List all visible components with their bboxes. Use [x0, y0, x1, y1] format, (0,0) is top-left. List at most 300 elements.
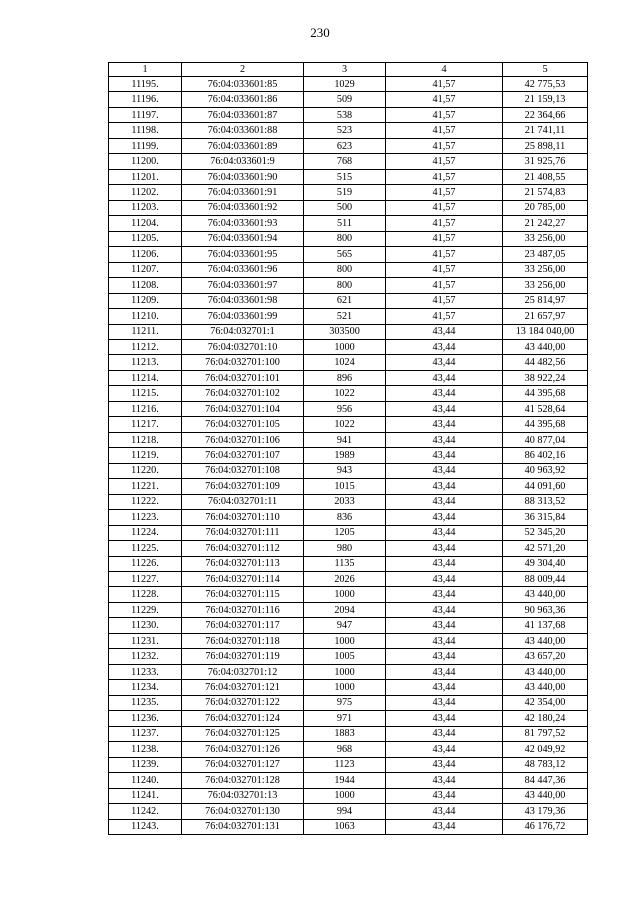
table-cell: 90 963,36	[503, 602, 588, 617]
table-cell: 41,57	[386, 293, 503, 308]
table-cell: 76:04:033601:99	[182, 309, 304, 324]
table-row	[109, 216, 588, 231]
table-cell: 43,44	[386, 324, 503, 339]
table-cell: 76:04:032701:127	[182, 757, 304, 772]
table-cell: 86 402,16	[503, 448, 588, 463]
table-cell: 41 137,68	[503, 618, 588, 633]
table-cell: 11235.	[109, 695, 182, 710]
table-cell: 76:04:032701:101	[182, 370, 304, 385]
table-cell: 11230.	[109, 618, 182, 633]
table-row	[109, 92, 588, 107]
table-cell: 11236.	[109, 711, 182, 726]
table-cell: 44 395,68	[503, 417, 588, 432]
table-cell: 43,44	[386, 649, 503, 664]
table-cell: 768	[304, 154, 386, 169]
table-cell: 11227.	[109, 572, 182, 587]
table-cell: 896	[304, 370, 386, 385]
table-cell: 11243.	[109, 819, 182, 834]
cadastral-table	[108, 62, 588, 835]
table-cell: 40 877,04	[503, 432, 588, 447]
table-cell: 511	[304, 216, 386, 231]
table-row	[109, 757, 588, 772]
table-cell: 76:04:032701:107	[182, 448, 304, 463]
table-cell: 41,57	[386, 169, 503, 184]
table-cell: 2094	[304, 602, 386, 617]
table-cell: 43,44	[386, 339, 503, 354]
table-row	[109, 726, 588, 741]
table-cell: 76:04:032701:11	[182, 494, 304, 509]
table-cell: 565	[304, 247, 386, 262]
table-cell: 43,44	[386, 742, 503, 757]
table-cell: 76:04:032701:105	[182, 417, 304, 432]
table-row	[109, 649, 588, 664]
table-cell: 11239.	[109, 757, 182, 772]
table-cell: 971	[304, 711, 386, 726]
table-cell: 956	[304, 401, 386, 416]
table-cell: 43,44	[386, 680, 503, 695]
table-cell: 76:04:032701:115	[182, 587, 304, 602]
header-cell: 4	[386, 63, 503, 77]
table-cell: 11224.	[109, 525, 182, 540]
table-cell: 33 256,00	[503, 262, 588, 277]
table-cell: 41 528,64	[503, 401, 588, 416]
table-cell: 11237.	[109, 726, 182, 741]
table-cell: 11204.	[109, 216, 182, 231]
table-cell: 11207.	[109, 262, 182, 277]
table-cell: 11221.	[109, 479, 182, 494]
table-cell: 76:04:032701:126	[182, 742, 304, 757]
table-cell: 33 256,00	[503, 231, 588, 246]
table-cell: 84 447,36	[503, 773, 588, 788]
table-cell: 41,57	[386, 154, 503, 169]
table-cell: 11213.	[109, 355, 182, 370]
table-cell: 11200.	[109, 154, 182, 169]
table-cell: 11214.	[109, 370, 182, 385]
table-cell: 31 925,76	[503, 154, 588, 169]
table-cell: 76:04:033601:93	[182, 216, 304, 231]
table-row	[109, 773, 588, 788]
table-cell: 1989	[304, 448, 386, 463]
table-cell: 46 176,72	[503, 819, 588, 834]
table-cell: 11196.	[109, 92, 182, 107]
table-cell: 11202.	[109, 185, 182, 200]
table-cell: 43,44	[386, 695, 503, 710]
table-cell: 800	[304, 278, 386, 293]
table-cell: 509	[304, 92, 386, 107]
table-cell: 41,57	[386, 262, 503, 277]
table-cell: 43,44	[386, 525, 503, 540]
table-cell: 42 571,20	[503, 541, 588, 556]
table-cell: 1135	[304, 556, 386, 571]
table-cell: 1000	[304, 633, 386, 648]
table-cell: 43,44	[386, 664, 503, 679]
table-cell: 42 354,00	[503, 695, 588, 710]
table-cell: 21 657,97	[503, 309, 588, 324]
table-cell: 43,44	[386, 757, 503, 772]
table-cell: 41,57	[386, 216, 503, 231]
table-cell: 947	[304, 618, 386, 633]
table-cell: 76:04:033601:86	[182, 92, 304, 107]
table-header-row	[109, 63, 588, 77]
table-row	[109, 107, 588, 122]
table-row	[109, 386, 588, 401]
table-cell: 1123	[304, 757, 386, 772]
table-row	[109, 587, 588, 602]
table-row	[109, 742, 588, 757]
table-cell: 11219.	[109, 448, 182, 463]
table-row	[109, 309, 588, 324]
table-cell: 43,44	[386, 448, 503, 463]
table-cell: 43 440,00	[503, 680, 588, 695]
table-cell: 11210.	[109, 309, 182, 324]
table-cell: 1000	[304, 339, 386, 354]
table-row	[109, 664, 588, 679]
table-cell: 44 091,60	[503, 479, 588, 494]
table-cell: 76:04:033601:90	[182, 169, 304, 184]
table-cell: 52 345,20	[503, 525, 588, 540]
table-cell: 11201.	[109, 169, 182, 184]
table-cell: 1000	[304, 587, 386, 602]
table-cell: 88 313,52	[503, 494, 588, 509]
table-cell: 1029	[304, 77, 386, 92]
table-cell: 25 898,11	[503, 138, 588, 153]
table-cell: 21 741,11	[503, 123, 588, 138]
table-cell: 1000	[304, 680, 386, 695]
table-cell: 43,44	[386, 386, 503, 401]
table-cell: 43,44	[386, 510, 503, 525]
table-cell: 11238.	[109, 742, 182, 757]
table-cell: 43,44	[386, 587, 503, 602]
table-cell: 76:04:032701:130	[182, 804, 304, 819]
table-row	[109, 370, 588, 385]
table-cell: 44 395,68	[503, 386, 588, 401]
table-row	[109, 339, 588, 354]
table-row	[109, 138, 588, 153]
table-cell: 42 049,92	[503, 742, 588, 757]
table-cell: 43 440,00	[503, 587, 588, 602]
table-row	[109, 185, 588, 200]
table-cell: 11215.	[109, 386, 182, 401]
table-cell: 76:04:033601:9	[182, 154, 304, 169]
table-cell: 11232.	[109, 649, 182, 664]
table-cell: 941	[304, 432, 386, 447]
table-cell: 21 242,27	[503, 216, 588, 231]
table-cell: 25 814,97	[503, 293, 588, 308]
table-cell: 11225.	[109, 541, 182, 556]
table-cell: 41,57	[386, 92, 503, 107]
table-cell: 76:04:032701:122	[182, 695, 304, 710]
table-cell: 11231.	[109, 633, 182, 648]
table-cell: 303500	[304, 324, 386, 339]
table-cell: 11223.	[109, 510, 182, 525]
table-cell: 43,44	[386, 788, 503, 803]
table-cell: 11220.	[109, 463, 182, 478]
table-cell: 42 180,24	[503, 711, 588, 726]
table-cell: 43,44	[386, 572, 503, 587]
table-cell: 11205.	[109, 231, 182, 246]
table-cell: 2026	[304, 572, 386, 587]
table-cell: 519	[304, 185, 386, 200]
table-cell: 76:04:032701:118	[182, 633, 304, 648]
table-cell: 40 963,92	[503, 463, 588, 478]
table-cell: 11199.	[109, 138, 182, 153]
table-cell: 13 184 040,00	[503, 324, 588, 339]
table-cell: 11212.	[109, 339, 182, 354]
table-cell: 11229.	[109, 602, 182, 617]
table-row	[109, 479, 588, 494]
header-cell: 5	[503, 63, 588, 77]
table-cell: 41,57	[386, 278, 503, 293]
table-cell: 76:04:032701:128	[182, 773, 304, 788]
table-cell: 1000	[304, 664, 386, 679]
table-cell: 76:04:033601:95	[182, 247, 304, 262]
table-row	[109, 804, 588, 819]
table-cell: 43,44	[386, 401, 503, 416]
header-cell: 3	[304, 63, 386, 77]
table-row	[109, 262, 588, 277]
table-cell: 76:04:032701:1	[182, 324, 304, 339]
table-row	[109, 788, 588, 803]
table-cell: 76:04:032701:10	[182, 339, 304, 354]
table-cell: 76:04:032701:102	[182, 386, 304, 401]
table-cell: 800	[304, 262, 386, 277]
table-cell: 975	[304, 695, 386, 710]
table-cell: 994	[304, 804, 386, 819]
table-cell: 1000	[304, 788, 386, 803]
table-cell: 41,57	[386, 247, 503, 262]
table-cell: 76:04:032701:112	[182, 541, 304, 556]
table-cell: 11198.	[109, 123, 182, 138]
table-cell: 43,44	[386, 726, 503, 741]
table-row	[109, 278, 588, 293]
table-cell: 43 657,20	[503, 649, 588, 664]
table-cell: 11226.	[109, 556, 182, 571]
table-cell: 43,44	[386, 432, 503, 447]
table-row	[109, 618, 588, 633]
table-cell: 76:04:033601:87	[182, 107, 304, 122]
table-cell: 11234.	[109, 680, 182, 695]
table-cell: 980	[304, 541, 386, 556]
table-cell: 76:04:032701:125	[182, 726, 304, 741]
table-cell: 76:04:033601:98	[182, 293, 304, 308]
table-row	[109, 401, 588, 416]
table-cell: 76:04:032701:100	[182, 355, 304, 370]
table-cell: 76:04:033601:94	[182, 231, 304, 246]
table-cell: 41,57	[386, 200, 503, 215]
table-cell: 76:04:032701:110	[182, 510, 304, 525]
table-cell: 43,44	[386, 494, 503, 509]
table-cell: 33 256,00	[503, 278, 588, 293]
page-number: 230	[310, 25, 330, 40]
table-cell: 76:04:033601:92	[182, 200, 304, 215]
table-cell: 76:04:032701:111	[182, 525, 304, 540]
table-cell: 11206.	[109, 247, 182, 262]
table-cell: 43,44	[386, 541, 503, 556]
table-row	[109, 448, 588, 463]
table-cell: 43,44	[386, 773, 503, 788]
table-cell: 76:04:032701:109	[182, 479, 304, 494]
table-cell: 76:04:032701:104	[182, 401, 304, 416]
table-cell: 43,44	[386, 355, 503, 370]
table-row	[109, 711, 588, 726]
table-cell: 76:04:033601:97	[182, 278, 304, 293]
table-cell: 1063	[304, 819, 386, 834]
table-cell: 1015	[304, 479, 386, 494]
table-cell: 11222.	[109, 494, 182, 509]
table-cell: 43,44	[386, 556, 503, 571]
table-cell: 538	[304, 107, 386, 122]
table-cell: 11203.	[109, 200, 182, 215]
table-cell: 11211.	[109, 324, 182, 339]
table-row	[109, 417, 588, 432]
table-cell: 800	[304, 231, 386, 246]
table-cell: 41,57	[386, 77, 503, 92]
table-cell: 41,57	[386, 138, 503, 153]
table-cell: 76:04:033601:96	[182, 262, 304, 277]
table-row	[109, 463, 588, 478]
table-cell: 48 783,12	[503, 757, 588, 772]
table-row	[109, 123, 588, 138]
table-row	[109, 541, 588, 556]
table-cell: 11240.	[109, 773, 182, 788]
table-row	[109, 494, 588, 509]
table-cell: 41,57	[386, 231, 503, 246]
table-cell: 11233.	[109, 664, 182, 679]
table-cell: 11217.	[109, 417, 182, 432]
table-cell: 11197.	[109, 107, 182, 122]
table-row	[109, 510, 588, 525]
table-cell: 43,44	[386, 479, 503, 494]
table-cell: 42 775,53	[503, 77, 588, 92]
table-cell: 41,57	[386, 185, 503, 200]
table-cell: 76:04:032701:106	[182, 432, 304, 447]
table-cell: 11209.	[109, 293, 182, 308]
table-cell: 76:04:032701:116	[182, 602, 304, 617]
table-cell: 1883	[304, 726, 386, 741]
table-cell: 41,57	[386, 309, 503, 324]
table-cell: 43,44	[386, 711, 503, 726]
table-cell: 1205	[304, 525, 386, 540]
table-cell: 968	[304, 742, 386, 757]
table-cell: 1022	[304, 386, 386, 401]
table-cell: 43 179,36	[503, 804, 588, 819]
table-cell: 76:04:033601:85	[182, 77, 304, 92]
table-row	[109, 77, 588, 92]
table-body	[109, 63, 588, 835]
table-cell: 44 482,56	[503, 355, 588, 370]
table-row	[109, 819, 588, 834]
table-cell: 43,44	[386, 618, 503, 633]
table-cell: 41,57	[386, 107, 503, 122]
table-cell: 88 009,44	[503, 572, 588, 587]
table-cell: 11195.	[109, 77, 182, 92]
table-cell: 76:04:032701:121	[182, 680, 304, 695]
table-cell: 43 440,00	[503, 633, 588, 648]
table-cell: 1005	[304, 649, 386, 664]
table-cell: 11241.	[109, 788, 182, 803]
table-cell: 76:04:033601:89	[182, 138, 304, 153]
table-cell: 1022	[304, 417, 386, 432]
table-cell: 43,44	[386, 370, 503, 385]
table-row	[109, 169, 588, 184]
table-row	[109, 355, 588, 370]
table-cell: 43,44	[386, 633, 503, 648]
table-row	[109, 633, 588, 648]
table-row	[109, 556, 588, 571]
table-row	[109, 572, 588, 587]
table-cell: 11218.	[109, 432, 182, 447]
table-cell: 38 922,24	[503, 370, 588, 385]
table-cell: 49 304,40	[503, 556, 588, 571]
table-cell: 21 408,55	[503, 169, 588, 184]
table-cell: 43,44	[386, 463, 503, 478]
table-cell: 76:04:032701:131	[182, 819, 304, 834]
table-row	[109, 695, 588, 710]
table-row	[109, 247, 588, 262]
table-cell: 943	[304, 463, 386, 478]
table-cell: 11216.	[109, 401, 182, 416]
table-cell: 20 785,00	[503, 200, 588, 215]
table-cell: 76:04:032701:108	[182, 463, 304, 478]
table-row	[109, 200, 588, 215]
table-row	[109, 154, 588, 169]
table-cell: 41,57	[386, 123, 503, 138]
header-cell: 2	[182, 63, 304, 77]
table-cell: 500	[304, 200, 386, 215]
table-row	[109, 231, 588, 246]
table-cell: 515	[304, 169, 386, 184]
table-cell: 36 315,84	[503, 510, 588, 525]
table-row	[109, 293, 588, 308]
table-cell: 621	[304, 293, 386, 308]
table-cell: 23 487,05	[503, 247, 588, 262]
table-row	[109, 324, 588, 339]
table-row	[109, 602, 588, 617]
table-cell: 76:04:032701:113	[182, 556, 304, 571]
table-cell: 623	[304, 138, 386, 153]
table-cell: 21 159,13	[503, 92, 588, 107]
table-cell: 523	[304, 123, 386, 138]
table-cell: 76:04:032701:124	[182, 711, 304, 726]
table-cell: 43,44	[386, 417, 503, 432]
table-cell: 2033	[304, 494, 386, 509]
table-cell: 11242.	[109, 804, 182, 819]
table-cell: 76:04:032701:114	[182, 572, 304, 587]
table-cell: 76:04:032701:13	[182, 788, 304, 803]
header-cell: 1	[109, 63, 182, 77]
table-cell: 76:04:032701:117	[182, 618, 304, 633]
table-cell: 1944	[304, 773, 386, 788]
table-cell: 43,44	[386, 602, 503, 617]
table-row	[109, 525, 588, 540]
table-cell: 76:04:033601:91	[182, 185, 304, 200]
table-row	[109, 432, 588, 447]
table-cell: 11208.	[109, 278, 182, 293]
table-cell: 1024	[304, 355, 386, 370]
table-cell: 21 574,83	[503, 185, 588, 200]
table-cell: 22 364,66	[503, 107, 588, 122]
table-cell: 43,44	[386, 819, 503, 834]
table-row	[109, 680, 588, 695]
table-cell: 43 440,00	[503, 339, 588, 354]
table-cell: 836	[304, 510, 386, 525]
table-cell: 43 440,00	[503, 788, 588, 803]
table-cell: 76:04:032701:12	[182, 664, 304, 679]
table-cell: 76:04:032701:119	[182, 649, 304, 664]
table-cell: 81 797,52	[503, 726, 588, 741]
table-cell: 43,44	[386, 804, 503, 819]
table-cell: 521	[304, 309, 386, 324]
